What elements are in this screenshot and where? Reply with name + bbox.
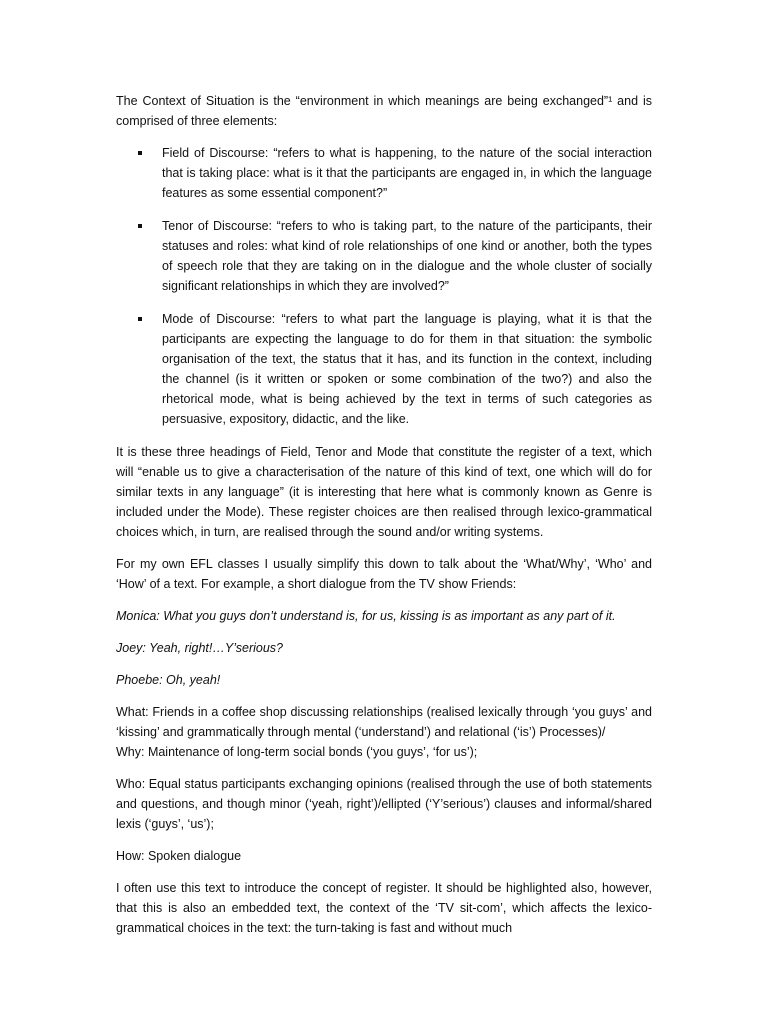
register-paragraph: It is these three headings of Field, Tenor and Mode that constitute the register of a text, which will “enable us to give a characterisation of the nature of this kind of text, one which will do for similar texts in any language” (it is interesting that here what is commonly known as Genre is included under the Mode). These register choices are then realised through lexico-grammatical choices which, in turn, are realised through the sound and/or writing systems.	[116, 445, 652, 539]
dialogue-line-phoebe: Phoebe: Oh, yeah!	[116, 673, 221, 687]
definition-mode: “refers to what part the language is playing, what it is that the participants are expecting the language to do for them in that situation: the symbolic organisation of the text, the status that it has, and its function in the context, including the channel (is it written or spoken or some combination of the two?) and also the rhetorical mode, what is being achieved by the text in terms of such categories as persuasive, expository, didactic, and the like.	[162, 312, 652, 426]
document-body	[116, 91, 652, 938]
bullet-square-icon	[138, 151, 142, 155]
efl-paragraph: For my own EFL classes I usually simplify this down to talk about the ‘What/Why’, ‘Who’ and ‘How’ of a text. For example, a short dialogue from the TV show Friends:	[116, 557, 652, 591]
term-mode: Mode of Discourse:	[162, 312, 276, 326]
bullet-square-icon	[138, 317, 142, 321]
analysis-why: Why: Maintenance of long-term social bonds (‘you guys’, ‘for us’);	[116, 745, 478, 759]
bullet-square-icon	[138, 224, 142, 228]
intro-paragraph: The Context of Situation is the “environment in which meanings are being exchanged”¹ and is comprised of three elements:	[116, 94, 652, 128]
definition-tenor: “refers to who is taking part, to the nature of the participants, their statuses and roles: what kind of role relationships of one kind or another, both the types of speech role that they are taking on in the dialogue and the whole cluster of socially significant relationships in which they are involved?”	[162, 219, 652, 293]
analysis-who: Who: Equal status participants exchanging opinions (realised through the use of both statements and questions, and though minor (‘yeah, right’)/ellipted (‘Y’serious’) clauses and informal/shared lexis (‘guys’, ‘us’);	[116, 777, 652, 831]
list-item-mode	[116, 309, 652, 429]
list-item-tenor	[116, 216, 652, 296]
analysis-how: How: Spoken dialogue	[116, 849, 242, 863]
dialogue-line-joey: Joey: Yeah, right!…Y’serious?	[116, 641, 283, 655]
register-elements-list	[116, 143, 652, 429]
definition-field: “refers to what is happening, to the nature of the social interaction that is taking place: what is it that the participants are engaged in, in which the language features as some essential component?”	[162, 146, 653, 200]
term-tenor: Tenor of Discourse:	[162, 219, 273, 233]
term-field: Field of Discourse:	[162, 146, 269, 160]
final-paragraph: I often use this text to introduce the concept of register. It should be highlighted also, however, that this is also an embedded text, the context of the ‘TV sit-com’, which affects the lexico-grammatical choices in the text: the turn-taking is fast and without much	[116, 881, 652, 935]
dialogue-line-monica: Monica: What you guys don’t understand is, for us, kissing is as important as any part of it.	[116, 609, 616, 623]
analysis-what: What: Friends in a coffee shop discussing relationships (realised lexically through ‘you guys’ and ‘kissing’ and grammatically through mental (‘understand’) and relational (‘is’) Processes)/	[116, 705, 652, 739]
list-item-field	[116, 143, 652, 203]
